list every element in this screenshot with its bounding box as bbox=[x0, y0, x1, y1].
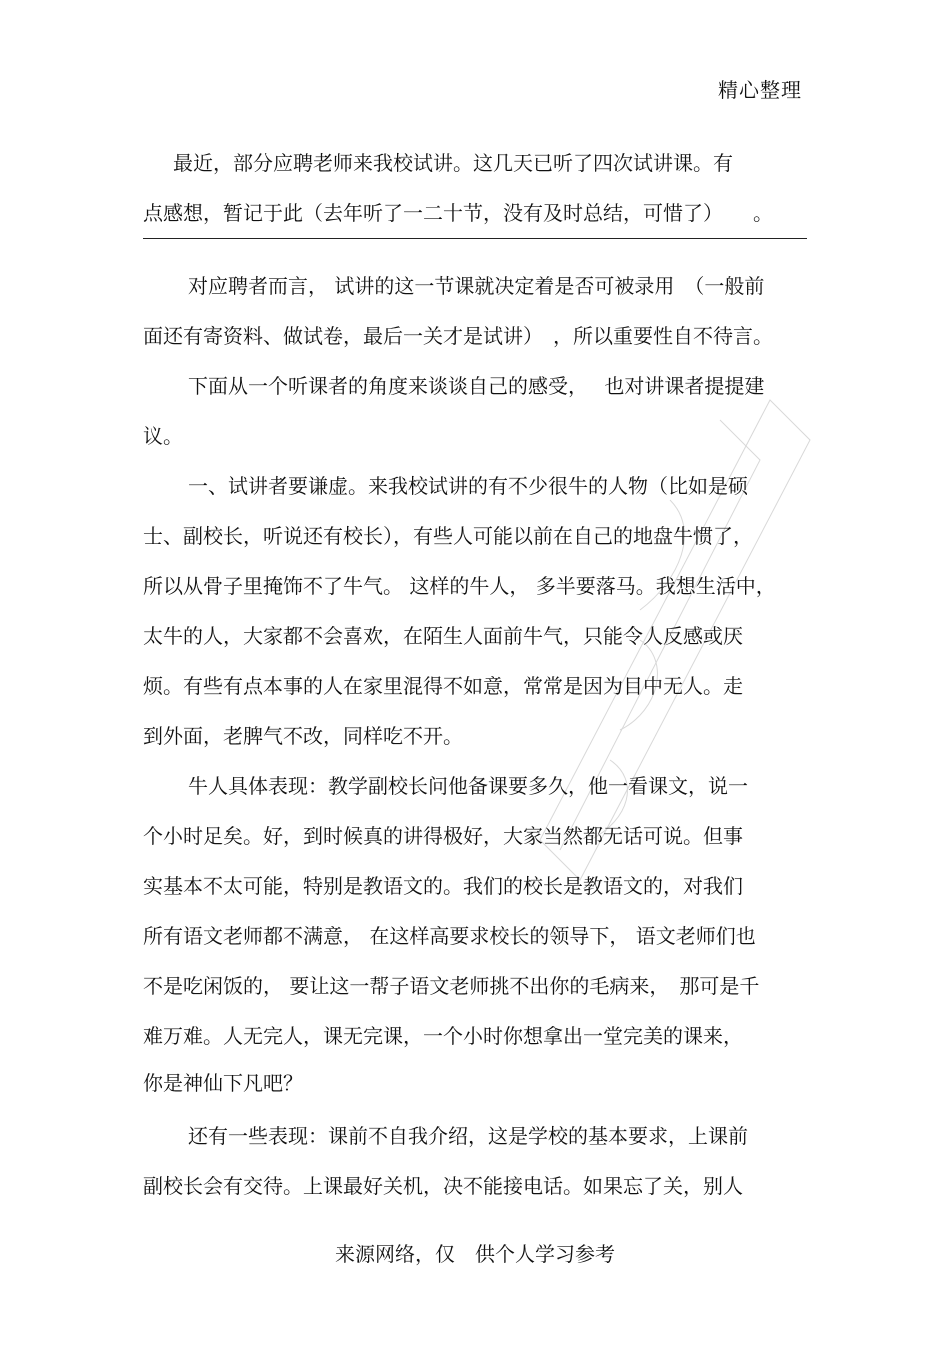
intro-line: 最近，部分应聘老师来我校试讲。这几天已听了四次试讲课。有 bbox=[173, 151, 733, 175]
body-line: 不是吃闲饭的， 要让这一帮子语文老师挑不出你的毛病来， 那可是千 bbox=[143, 974, 760, 998]
intro-line: 点感想，暂记于此（去年听了一二十节，没有及时总结，可惜了） 。 bbox=[143, 201, 773, 225]
body-line: 所以从骨子里掩饰不了牛气。 这样的牛人， 多半要落马。我想生活中， bbox=[143, 574, 776, 598]
divider bbox=[143, 238, 807, 239]
body-line: 难万难。人无完人，课无完课，一个小时你想拿出一堂完美的课来， bbox=[143, 1024, 743, 1048]
body-line: 士、副校长，听说还有校长），有些人可能以前在自己的地盘牛惯了， bbox=[143, 524, 753, 548]
body-line: 你是神仙下凡吧？ bbox=[143, 1071, 303, 1095]
footer-tag: 来源网络，仅 供个人学习参考 bbox=[335, 1242, 615, 1266]
body-line: 实基本不太可能，特别是教语文的。我们的校长是教语文的，对我们 bbox=[143, 874, 743, 898]
body-line: 还有一些表现：课前不自我介绍，这是学校的基本要求，上课前 bbox=[188, 1124, 748, 1148]
body-line: 一、试讲者要谦虚。来我校试讲的有不少很牛的人物（比如是硕 bbox=[188, 474, 748, 498]
intro-paragraph bbox=[143, 148, 807, 228]
body-line: 对应聘者而言， 试讲的这一节课就决定着是否可被录用 （一般前 bbox=[188, 274, 765, 298]
header-tag: 精心整理 bbox=[718, 78, 802, 102]
body-line: 所有语文老师都不满意， 在这样高要求校长的领导下， 语文老师们也 bbox=[143, 924, 756, 948]
body-line: 下面从一个听课者的角度来谈谈自己的感受， 也对讲课者提提建 bbox=[188, 374, 765, 398]
body-line: 太牛的人，大家都不会喜欢，在陌生人面前牛气，只能令人反感或厌 bbox=[143, 624, 743, 648]
body-line: 副校长会有交待。上课最好关机，决不能接电话。如果忘了关，别人 bbox=[143, 1174, 743, 1198]
body-line: 牛人具体表现：教学副校长问他备课要多久，他一看课文，说一 bbox=[188, 774, 748, 798]
body-line: 烦。有些有点本事的人在家里混得不如意，常常是因为目中无人。走 bbox=[143, 674, 743, 698]
body-line: 到外面，老脾气不改，同样吃不开。 bbox=[143, 724, 463, 748]
body-line: 议。 bbox=[143, 424, 183, 448]
body-line: 个小时足矣。好，到时候真的讲得极好，大家当然都无话可说。但事 bbox=[143, 824, 743, 848]
body-line: 面还有寄资料、做试卷，最后一关才是试讲） ，所以重要性自不待言。 bbox=[143, 324, 773, 348]
